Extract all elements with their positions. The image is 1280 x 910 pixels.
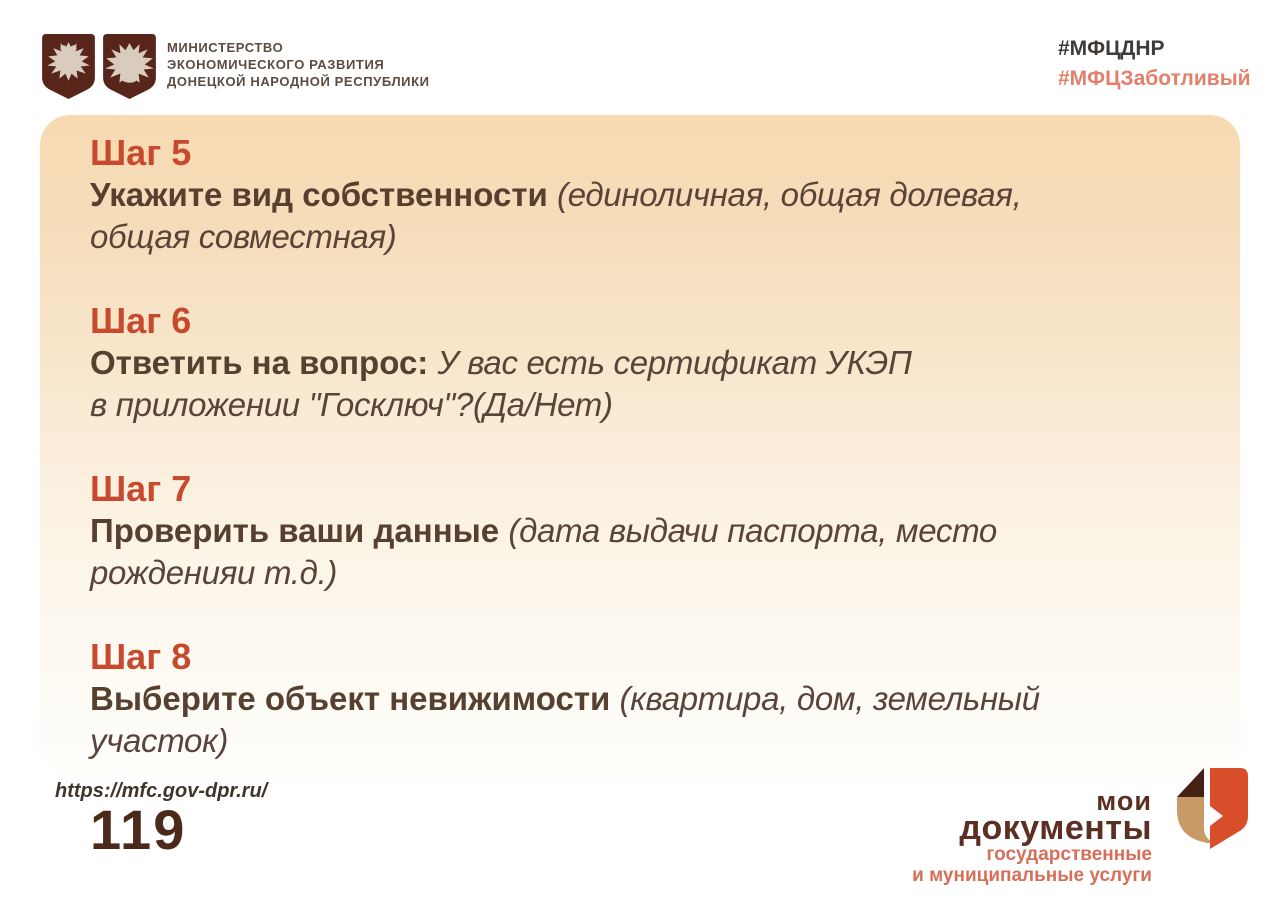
step-6-italic-line-2: в приложении "Госключ"?(Да/Нет) [90,386,613,423]
step-8-bold-text: Выберите объект невижимости [90,680,611,717]
moi-dokumenty-logo-text [912,764,1152,886]
step-7-title: Шаг 7 [90,468,192,509]
step-7-italic-line-1: (дата выдачи паспорта, место [508,512,997,549]
step-6-title: Шаг 6 [90,300,192,341]
ministry-name-line-2: ЭКОНОМИЧЕСКОГО РАЗВИТИЯ [167,57,385,73]
step-7-bold-text: Проверить ваши данные [90,512,500,549]
step-6-bold-text: Ответить на вопрос: [90,344,429,381]
step-6-italic-line-1: У вас есть сертификат УКЭП [437,344,912,381]
page-number: 119 [90,798,187,861]
hashtag-mfc-zabotlivy: #МФЦЗаботливый [1058,67,1251,91]
step-5-italic-line-2: общая совместная) [90,218,397,255]
step-8-italic-line-2: участок) [90,722,229,759]
step-7-description [90,510,1200,594]
step-8-description [90,678,1200,762]
logo-text-dokumenty: документы [959,809,1152,847]
dnr-coat-of-arms-icon [101,32,158,101]
step-7 [90,467,1200,594]
step-6 [90,299,1200,426]
moi-dokumenty-logo [912,764,1256,886]
step-5-description [90,174,1200,258]
steps-card [40,115,1240,775]
ministry-name-line-1: МИНИСТЕРСТВО [167,40,284,55]
step-5-title: Шаг 5 [90,132,192,173]
russia-coat-of-arms-icon [40,32,97,101]
site-url-link[interactable]: https://mfc.gov-dpr.ru/ [55,780,268,802]
ministry-name [167,39,430,90]
hashtag-mfcdnr: #МФЦДНР [1058,37,1165,60]
ministry-name-line-3: ДОНЕЦКОЙ НАРОДНОЙ РЕСПУБЛИКИ [167,74,430,90]
step-6-description [90,342,1200,426]
logo-subtitle-line-1: государственные [986,844,1152,865]
logo-subtitle-line-2: и муниципальные услуги [912,865,1152,886]
step-8-italic-line-1: (квартира, дом, земельный [619,680,1040,717]
step-7-italic-line-2: рожденияи т.д.) [90,554,338,591]
step-8-title: Шаг 8 [90,636,192,677]
step-5 [90,131,1200,258]
hashtags-block [1058,34,1251,95]
step-5-bold-text: Укажите вид собственности [90,176,548,213]
moi-dokumenty-logo-icon [1164,764,1256,870]
logo-text-moi: мои [1096,786,1152,816]
step-8 [90,635,1200,762]
step-5-italic-line-1: (единоличная, общая долевая, [557,176,1022,213]
